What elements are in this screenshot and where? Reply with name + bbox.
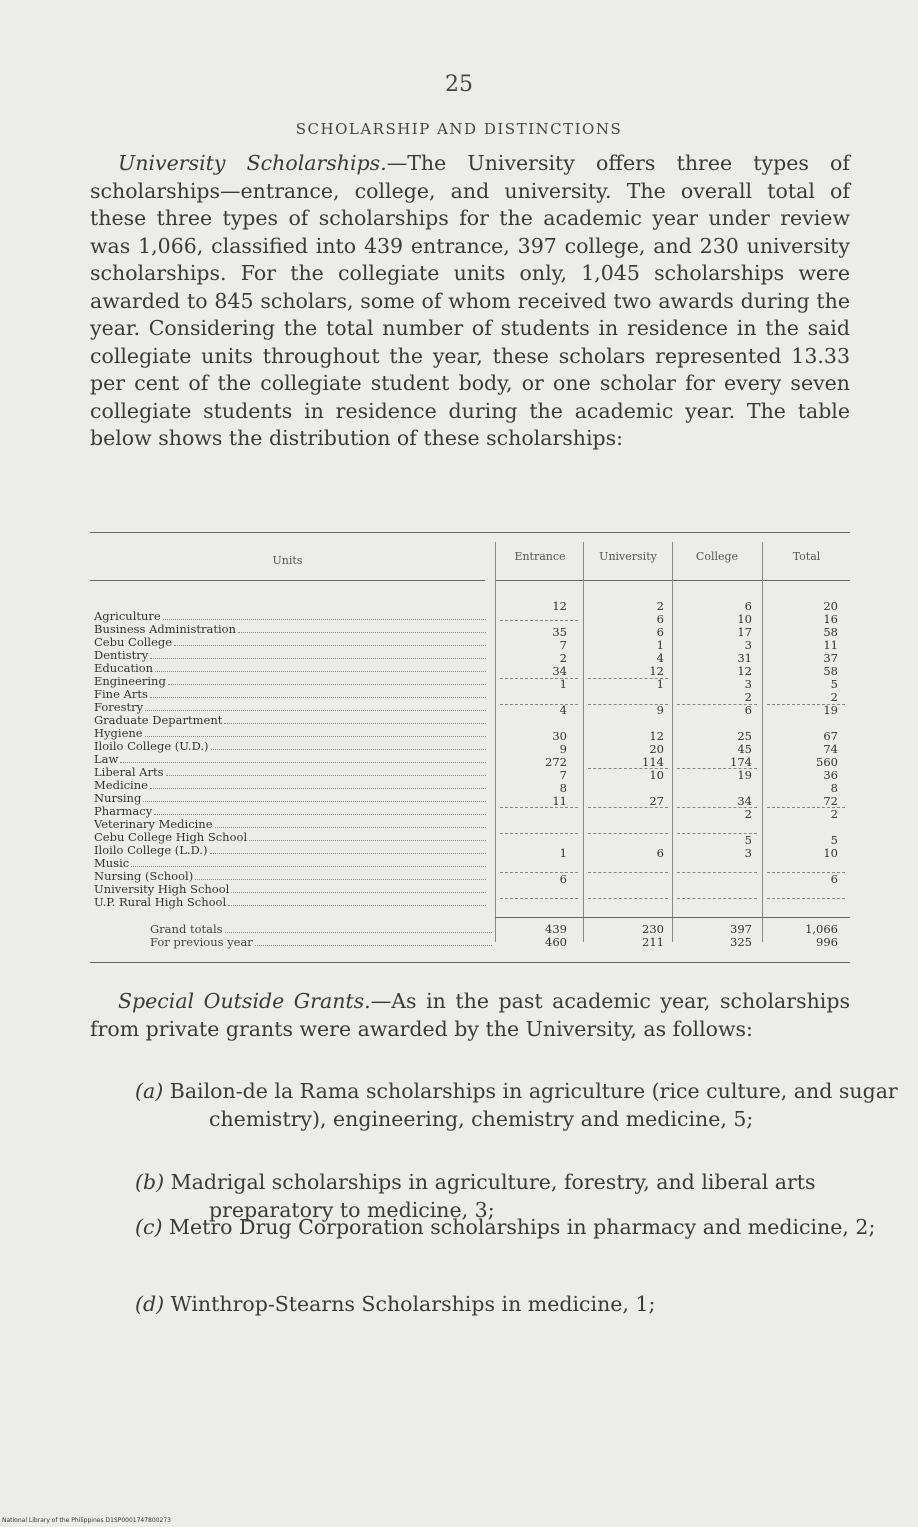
cell-total: 6: [830, 872, 838, 886]
unit-label: Veterinary Medicine: [94, 818, 213, 831]
cell-university: 6: [656, 612, 664, 626]
cell-total: 560: [816, 755, 838, 769]
group-separator: [588, 768, 668, 769]
cell-total: 20: [823, 599, 838, 613]
cell-total: 36: [823, 768, 838, 782]
paragraph-special-outside-grants: [90, 988, 850, 1043]
unit-label: Liberal Arts: [94, 766, 164, 779]
cell-entrance: [510, 691, 567, 704]
table-row: [94, 701, 489, 714]
cell-entrance: 4: [559, 703, 567, 717]
page-number: 25: [445, 72, 473, 97]
header-university: University: [599, 550, 657, 563]
cell-total: 58: [823, 625, 838, 639]
leader-dots: [211, 740, 486, 750]
column-university: [600, 600, 664, 899]
header-units: Units: [272, 554, 303, 567]
table-row: [94, 766, 489, 779]
cell-college: 17: [737, 625, 752, 639]
group-separator: [677, 704, 757, 705]
cell-university: 20: [649, 742, 664, 756]
cell-university: 6: [656, 625, 664, 639]
unit-label: Cebu College: [94, 636, 173, 649]
leader-dots: [225, 923, 492, 933]
cell-university: 2: [656, 599, 664, 613]
group-separator: [588, 807, 668, 808]
table-bottom-rule: [90, 962, 850, 963]
cell-total: 5: [830, 833, 838, 847]
group-separator: [767, 704, 845, 705]
group-separator: [500, 807, 578, 808]
cell-entrance: [510, 808, 567, 821]
list-letter: (c): [135, 1215, 163, 1239]
list-text: Winthrop-Stearns Scholarships in medicine, 1;: [170, 1292, 656, 1316]
list-letter: (a): [135, 1079, 164, 1103]
cell-university: 12: [649, 729, 664, 743]
unit-label: Dentistry: [94, 649, 149, 662]
unit-label: Iloilo College (L.D.): [94, 844, 208, 857]
cell-university: [600, 691, 664, 704]
table-row: [94, 662, 489, 675]
cell-college: 3: [744, 677, 752, 691]
cell-college: [690, 873, 752, 886]
leader-dots: [120, 753, 486, 763]
column-divider: [583, 542, 584, 942]
list-letter: (b): [135, 1170, 165, 1194]
totals-total: [780, 923, 838, 949]
cell-total: 74: [823, 742, 838, 756]
leader-dots: [228, 896, 486, 906]
column-college: [690, 600, 752, 899]
group-separator: [588, 833, 668, 834]
grand-totals-label: Grand totals: [150, 923, 223, 936]
cell-entrance: 2: [559, 651, 567, 665]
totals-entrance: [510, 923, 567, 949]
unit-label: Graduate Department: [94, 714, 223, 727]
unit-label: Engineering: [94, 675, 166, 688]
table-row: [94, 896, 489, 909]
cell-university: [600, 873, 664, 886]
group-separator: [500, 833, 578, 834]
leader-dots: [224, 714, 486, 724]
cell-entrance: 30: [552, 729, 567, 743]
cell-total: 10: [823, 846, 838, 860]
cell-total: 67: [823, 729, 838, 743]
cell-university: 4: [656, 651, 664, 665]
table-row: [94, 688, 489, 701]
table-row: [94, 636, 489, 649]
column-total: [780, 600, 838, 899]
table-top-rule: [90, 532, 850, 533]
cell-university: 10: [649, 768, 664, 782]
cell-total: 16: [823, 612, 838, 626]
group-separator: [500, 678, 578, 679]
previous-year-row: [150, 936, 495, 949]
cell-college: 25: [737, 729, 752, 743]
cell-entrance: [510, 834, 567, 847]
cell-college: 5: [744, 833, 752, 847]
cell-college: 12: [737, 664, 752, 678]
table-row: [94, 753, 489, 766]
leader-dots: [215, 818, 486, 828]
section-heading: SCHOLARSHIP AND DISTINCTIONS: [295, 120, 623, 138]
header-college: College: [695, 550, 739, 563]
table-row: [94, 831, 489, 844]
group-separator: [677, 898, 757, 899]
cell-college: 6: [744, 703, 752, 717]
group-separator: [588, 898, 668, 899]
paragraph-university-scholarships: [90, 150, 850, 453]
table-row: [94, 740, 489, 753]
leader-dots: [145, 727, 486, 737]
unit-label: Business Administration: [94, 623, 236, 636]
cell-university: 6: [656, 846, 664, 860]
leader-dots: [210, 844, 486, 854]
unit-label: Pharmacy: [94, 805, 153, 818]
cell-entrance: 9: [559, 742, 567, 756]
totals-labels: [150, 923, 495, 949]
group-separator: [677, 768, 757, 769]
grand-total-total: 1,066: [805, 922, 838, 936]
group-separator: [588, 704, 668, 705]
group-separator: [767, 872, 845, 873]
table-row: [94, 649, 489, 662]
cell-college: 10: [737, 612, 752, 626]
unit-label: Education: [94, 662, 154, 675]
column-divider: [672, 542, 673, 942]
unit-label: Music: [94, 857, 130, 870]
cell-entrance: 1: [559, 677, 567, 691]
group-separator: [677, 872, 757, 873]
list-item: [135, 1291, 918, 1319]
paragraph-text: —The University offers three types of scholarships—entrance, college, and university. The overall total of these three types of scholarships for the academic year under review was 1,066, classified into 439 entrance, 397 college, and 230 university scholarships. For the collegiate units only, 1,045 scholarships were awarded to 845 scholars, some of whom received two awards during the year. Considering the total number of students in residence in the said collegiate units throughout the year, these scholars represented 13.33 per cent of the collegiate student body, or one scholar for every seven collegiate students in residence during the academic year. The table below shows the distribution of these scholarships:: [90, 151, 850, 450]
table-row: [94, 610, 489, 623]
totals-rule: [495, 917, 850, 918]
cell-university: 9: [656, 703, 664, 717]
cell-college: 174: [730, 755, 752, 769]
cell-college: 2: [744, 807, 752, 821]
cell-university: 1: [656, 677, 664, 691]
cell-college: 3: [744, 846, 752, 860]
grand-totals-row: [150, 923, 495, 936]
list-text: Bailon-de la Rama scholarships in agriculture (rice culture, and sugar chemistry), engineering, chemistry and medicine, 5;: [169, 1079, 898, 1131]
cell-total: 5: [830, 677, 838, 691]
leader-dots: [145, 701, 486, 711]
cell-entrance: 11: [552, 794, 567, 808]
grand-total-college: 397: [730, 922, 752, 936]
group-separator: [588, 678, 668, 679]
table-row: [94, 714, 489, 727]
header-rule: [90, 580, 485, 581]
leader-dots: [255, 936, 492, 946]
group-separator: [500, 704, 578, 705]
cell-entrance: 7: [559, 768, 567, 782]
totals-college: [690, 923, 752, 949]
cell-entrance: 1: [559, 846, 567, 860]
unit-label: Hygiene: [94, 727, 143, 740]
list-text: Madrigal scholarships in agriculture, forestry, and liberal arts preparatory to medicine, 3;: [170, 1170, 816, 1222]
unit-label: U.P. Rural High School: [94, 896, 227, 909]
scholarship-table: [90, 532, 850, 962]
unit-label: Nursing (School): [94, 870, 194, 883]
column-divider: [762, 542, 763, 942]
table-row: [94, 792, 489, 805]
cell-entrance: 35: [552, 625, 567, 639]
paragraph-text: —As in the past academic year, scholarships from private grants were awarded by the University, as follows:: [90, 989, 850, 1041]
table-row: [94, 818, 489, 831]
group-separator: [500, 620, 578, 621]
table-row: [94, 727, 489, 740]
header-entrance: Entrance: [514, 550, 566, 563]
leader-dots: [174, 636, 486, 646]
previous-total: 996: [816, 935, 838, 949]
cell-college: 45: [737, 742, 752, 756]
leader-dots: [143, 792, 486, 802]
cell-college: 31: [737, 651, 752, 665]
group-separator: [500, 898, 578, 899]
unit-label: University High School: [94, 883, 230, 896]
cell-entrance: 34: [552, 664, 567, 678]
header-total: Total: [792, 550, 821, 563]
list-text: Metro Drug Corporation scholarships in pharmacy and medicine, 2;: [169, 1215, 876, 1239]
group-separator: [767, 898, 845, 899]
leader-dots: [155, 662, 486, 672]
table-row: [94, 857, 489, 870]
leader-dots: [150, 649, 486, 659]
cell-total: [780, 821, 838, 834]
unit-label: Iloilo College (U.D.): [94, 740, 209, 753]
unit-label: Fine Arts: [94, 688, 148, 701]
cell-total: 8: [830, 781, 838, 795]
table-row: [94, 675, 489, 688]
leader-dots: [150, 779, 486, 789]
unit-label: Medicine: [94, 779, 148, 792]
run-in-heading: Special Outside Grants.: [118, 989, 371, 1013]
leader-dots: [195, 870, 486, 880]
cell-total: 11: [823, 638, 838, 652]
table-row: [94, 870, 489, 883]
cell-university: 114: [642, 755, 664, 769]
column-divider: [495, 542, 496, 942]
cell-university: 27: [649, 794, 664, 808]
table-row: [94, 844, 489, 857]
cell-entrance: 6: [559, 872, 567, 886]
cell-total: 37: [823, 651, 838, 665]
cell-entrance: 272: [545, 755, 567, 769]
leader-dots: [249, 831, 486, 841]
cell-entrance: 7: [559, 638, 567, 652]
cell-college: 2: [744, 690, 752, 704]
group-separator: [677, 833, 757, 834]
group-separator: [500, 872, 578, 873]
unit-label: Nursing: [94, 792, 142, 805]
cell-college: 3: [744, 638, 752, 652]
unit-label: Law: [94, 753, 119, 766]
unit-list: [94, 610, 489, 909]
table-row: [94, 883, 489, 896]
run-in-heading: University Scholarships.: [118, 151, 387, 175]
cell-college: 6: [744, 599, 752, 613]
cell-college: 34: [737, 794, 752, 808]
cell-entrance: 8: [559, 781, 567, 795]
leader-dots: [150, 688, 486, 698]
leader-dots: [131, 857, 486, 867]
table-row: [94, 779, 489, 792]
list-item: [135, 1214, 918, 1242]
library-credit: National Library of the Philippines D1SP0001747800273: [2, 1517, 171, 1524]
cell-college: 19: [737, 768, 752, 782]
table-row: [94, 805, 489, 818]
leader-dots: [231, 883, 486, 893]
leader-dots: [154, 805, 486, 815]
unit-label: Forestry: [94, 701, 144, 714]
cell-entrance: 12: [552, 599, 567, 613]
list-item: [135, 1078, 918, 1133]
cell-total: 2: [830, 690, 838, 704]
unit-label: Agriculture: [94, 610, 161, 623]
cell-university: [600, 834, 664, 847]
cell-total: 2: [830, 807, 838, 821]
unit-label: Cebu College High School: [94, 831, 248, 844]
cell-total: 19: [823, 703, 838, 717]
group-separator: [767, 807, 845, 808]
leader-dots: [163, 610, 486, 620]
cell-university: 12: [649, 664, 664, 678]
list-letter: (d): [135, 1292, 165, 1316]
previous-year-label: For previous year: [150, 936, 253, 949]
cell-total: 58: [823, 664, 838, 678]
cell-university: [600, 808, 664, 821]
grand-total-entrance: 439: [545, 922, 567, 936]
table-row: [94, 623, 489, 636]
group-separator: [588, 872, 668, 873]
grand-total-university: 230: [642, 922, 664, 936]
leader-dots: [166, 766, 487, 776]
group-separator: [677, 807, 757, 808]
cell-total: 72: [823, 794, 838, 808]
leader-dots: [168, 675, 486, 685]
cell-university: 1: [656, 638, 664, 652]
previous-college: 325: [730, 935, 752, 949]
previous-entrance: 460: [545, 935, 567, 949]
column-entrance: [510, 600, 567, 899]
totals-university: [600, 923, 664, 949]
previous-university: 211: [642, 935, 664, 949]
leader-dots: [238, 623, 486, 633]
